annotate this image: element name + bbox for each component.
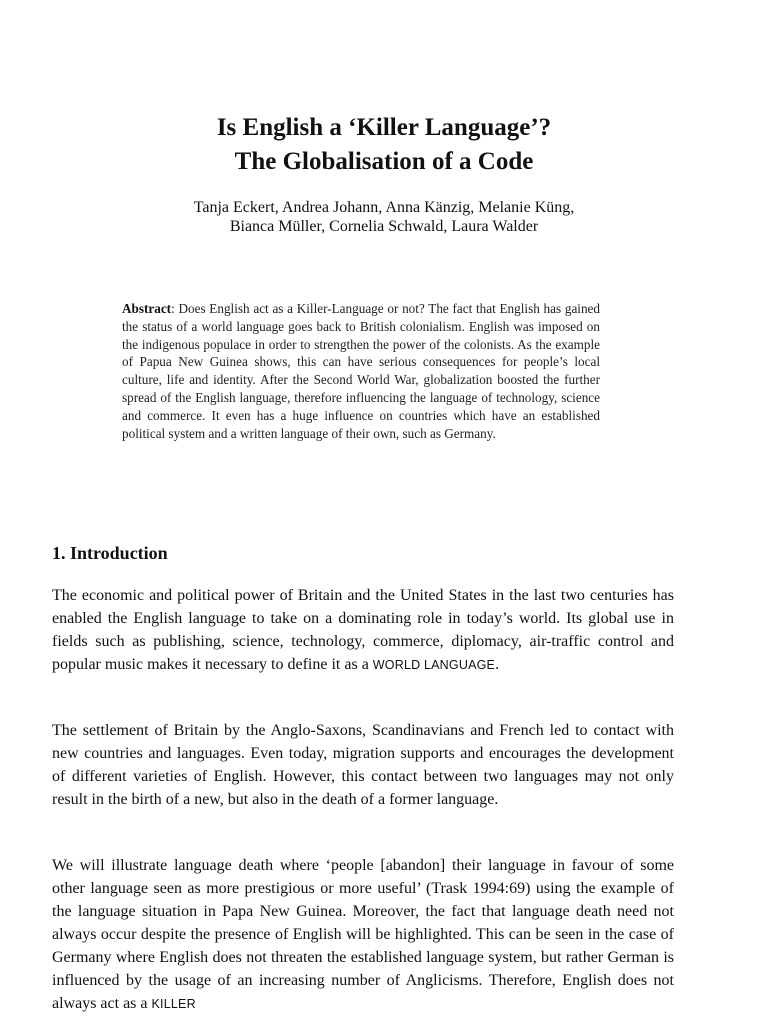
term-killer: KILLER [151, 997, 196, 1011]
paragraph-1-end: . [495, 656, 500, 673]
paragraph-1-text: The economic and political power of Britain and the United States in the last two centuries has enabled the English language to take on a dominating role in today’s world. Its global use in fields such as publishing, science, technology, commerce, diplomacy, air-traffic control and popular music makes it necessary to define it as a [52, 587, 674, 673]
term-world-language: WORLD LANGUAGE [372, 658, 496, 672]
authors-line-2: Bianca Müller, Cornelia Schwald, Laura Walder [229, 218, 539, 235]
abstract-text: : Does English act as a Killer-Language or not? The fact that English has gained the status of a world language goes back to British colonialism. English was imposed on the indigenous populace in order to strengthen the power of the colonists. As the example of Papua New Guinea shows, this can have serious consequences for people’s local culture, life and identity. After the Second World War, globalization boosted the further spread of the English language, therefore influencing the language of technology, science and commerce. It even has a huge influence on countries which have an established political system and a written language of their own, such as Germany. [122, 301, 600, 441]
authors-line-1: Tanja Eckert, Andrea Johann, Anna Känzig, Melanie Küng, [193, 199, 575, 216]
section-heading-introduction: 1. Introduction [52, 543, 168, 563]
paragraph-2-text: The settlement of Britain by the Anglo-Saxons, Scandinavians and French led to contact with new countries and languages. Even today, migration supports and encourages the development of different varieties of English. However, this contact between two languages may not only result in the birth of a new, but also in the death of a former language. [52, 722, 674, 808]
abstract-label: Abstract [122, 301, 172, 316]
paper-title-line-1: Is English a ‘Killer Language’? [216, 114, 552, 141]
abstract [122, 300, 600, 442]
paragraph-3 [52, 854, 674, 1016]
paragraph-3-text: We will illustrate language death where ‘people [abandon] their language in favour of some other language seen as more prestigious or more useful’ (Trask 1994:69) using the example of the language situation in Papa New Guinea. Moreover, the fact that language death need not always occur despite the presence of English will be highlighted. This can be seen in the case of Germany where English does not threaten the established language system, but rather German is influenced by the usage of an increasing number of Anglicisms. Therefore, English does not always act as a [52, 857, 674, 1012]
paragraph-2 [52, 719, 674, 811]
paper-title-line-2: The Globalisation of a Code [234, 148, 534, 175]
paragraph-1 [52, 584, 674, 677]
